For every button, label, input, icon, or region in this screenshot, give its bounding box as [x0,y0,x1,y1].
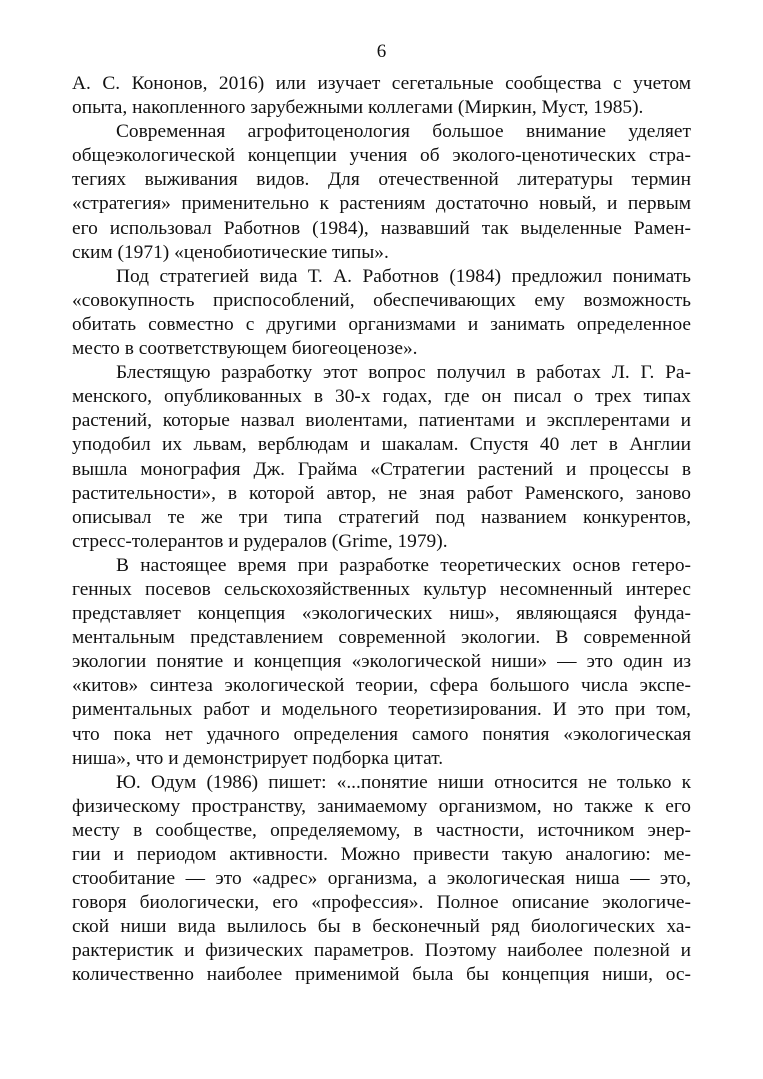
text-line: стообитание — это «адрес» организма, а экологическая ниша — это, [72,868,691,890]
text-line: менского, опубликованных в 30-х годах, где он писал о трех типах [72,386,691,408]
paragraph [72,120,691,265]
text-line: «совокупность приспособлений, обеспечивающих ему возможность [72,289,691,311]
text-line: растительности», в которой автор, не зная работ Раменского, заново [72,482,691,504]
text-line: общеэкологической концепции учения об эколого-ценотических стра- [72,145,691,167]
text-line: растений, которые назвал виолентами, патиентами и эксплерентами и [72,410,691,432]
text-line: Ю. Одум (1986) пишет: «...понятие ниши относится не только к [116,771,691,793]
text-line: экологии понятие и концепция «экологической ниши» — это один из [72,651,691,673]
text-line: опыта, накопленного зарубежными коллегами (Миркин, Муст, 1985). [72,97,644,119]
paragraph [72,361,691,554]
text-line: риментальных работ и модельного теоретизирования. И это при том, [72,699,691,721]
text-line: представляет концепция «экологических ниш», являющаяся фунда- [72,603,691,625]
paragraph [72,771,691,988]
text-line: обитать совместно с другими организмами и занимать определенное [72,313,691,335]
text-line: генных посевов сельскохозяйственных культур несомненный интерес [72,578,691,600]
text-line: А. С. Кононов, 2016) или изучает сегетальные сообщества с учетом [72,73,691,94]
text-line: В настоящее время при разработке теоретических основ гетеро- [116,554,691,576]
text-line: физическому пространству, занимаемому организмом, но также к его [72,795,691,817]
text-line: «стратегия» применительно к растениям достаточно новый, и первым [72,193,691,215]
text-line: стресс-толерантов и рудералов (Grime, 1979). [72,530,448,552]
paragraph [72,72,691,120]
text-line: ским (1971) «ценобиотические типы». [72,241,389,263]
text-line: тегиях выживания видов. Для отечественной литературы термин [72,169,691,191]
text-line: «китов» синтеза экологической теории, сфера большого числа экспе- [72,675,691,697]
text-line: гии и периодом активности. Можно привести такую аналогию: ме- [72,844,691,865]
text-line: количественно наиболее применимой была бы концепция ниши, ос- [72,964,691,986]
text-line: ниша», что и демонстрирует подборка цитат. [72,747,444,769]
text-line: ментальным представлением современной экологии. В современной [72,627,691,649]
paragraph [72,554,691,771]
text-line: что пока нет удачного определения самого понятия «экологическая [72,723,691,745]
text-line: рактеристик и физических параметров. Поэтому наиболее полезной и [72,940,691,962]
text-line: его использовал Работнов (1984), назвавший так выделенные Рамен- [72,217,691,239]
text-line: ской ниши вида вылилось бы в бесконечный ряд биологических ха- [72,916,691,938]
text-line: описывал те же три типа стратегий под названием конкурентов, [72,506,691,528]
paragraph [72,265,691,361]
page-number: 6 [376,41,387,62]
text-line: уподобил их львам, верблюдам и шакалам. Спустя 40 лет в Англии [72,434,691,456]
text-line: говоря биологически, его «профессия». Полное описание экологиче- [72,892,691,914]
text-line: Под стратегией вида Т. А. Работнов (1984) предложил понимать [116,265,691,287]
text-line: месту в сообществе, определяемому, в частности, источником энер- [72,819,691,841]
text-line: место в соответствующем биогеоценозе». [72,338,418,360]
text-line: Современная агрофитоценология большое внимание уделяет [116,121,691,143]
text-line: Блестящую разработку этот вопрос получил в работах Л. Г. Ра- [116,362,691,384]
text-line: вышла монография Дж. Грайма «Стратегии растений и процессы в [72,458,691,480]
body-text [72,72,691,988]
